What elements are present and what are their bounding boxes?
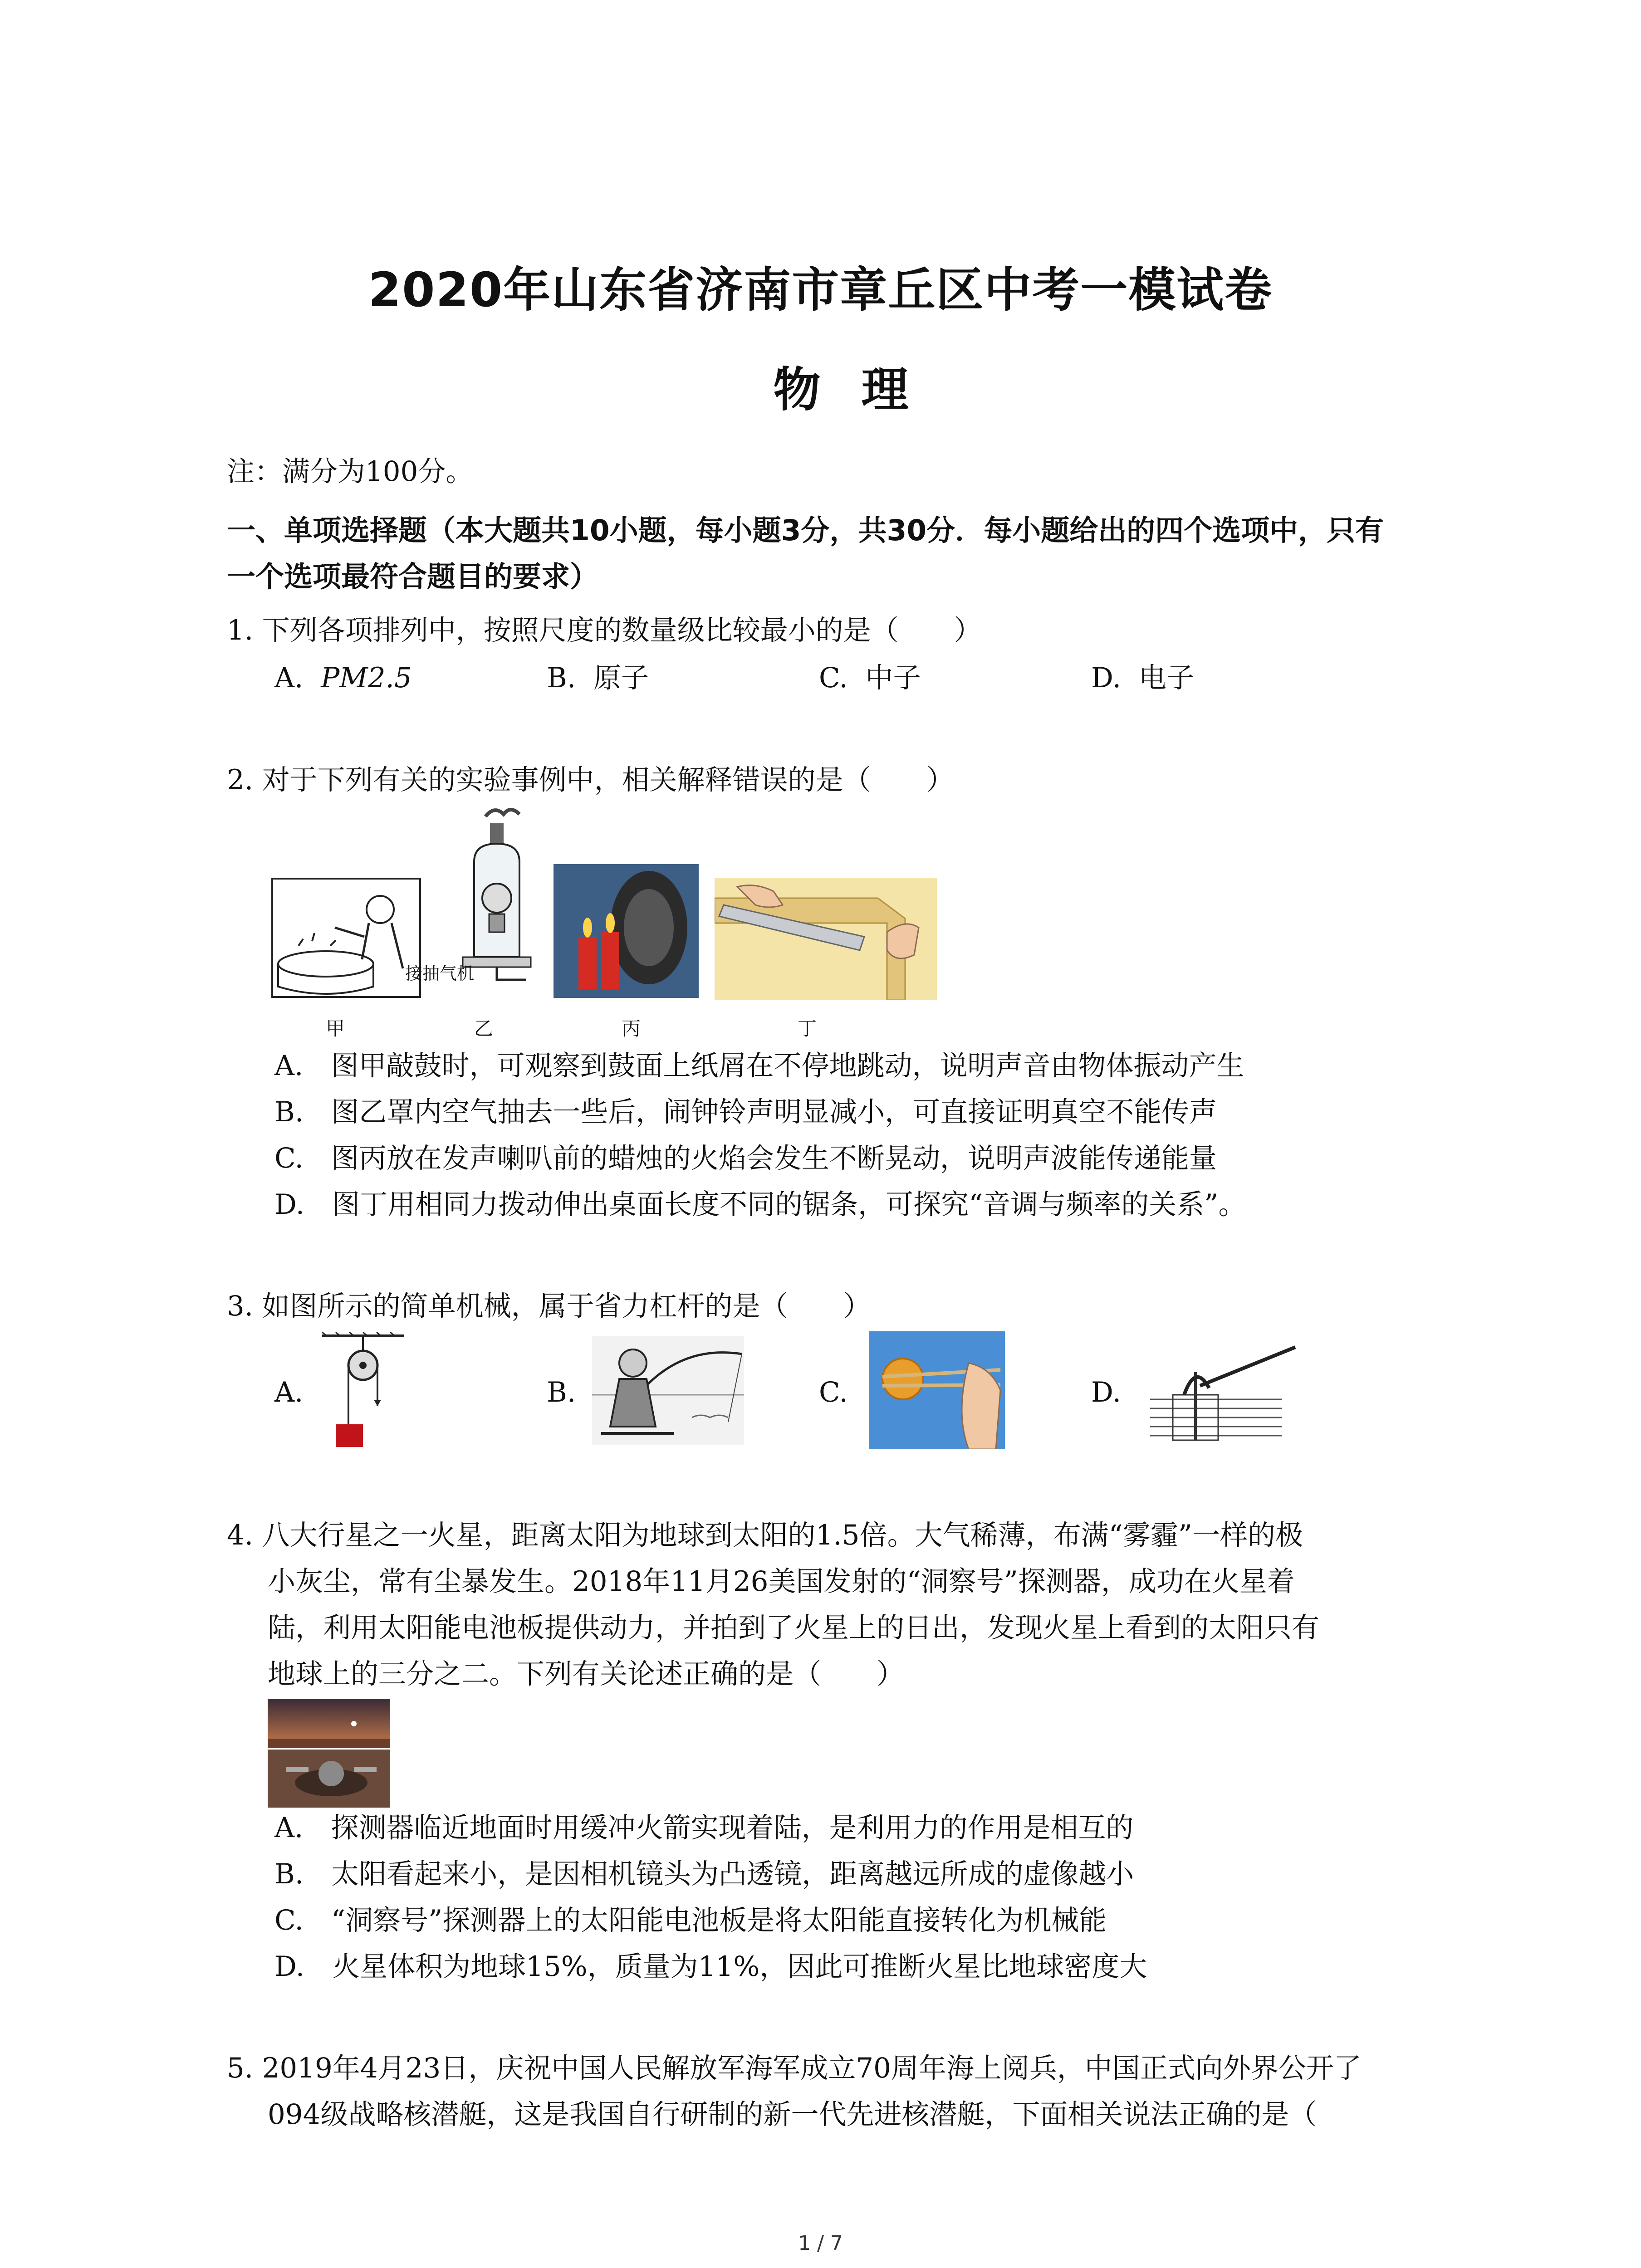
q1-option-c-letter: C. — [819, 662, 848, 694]
q3-option-a-letter: A. — [274, 1376, 304, 1408]
q1-option-b-text: 原子 — [593, 662, 649, 694]
q2-option-b: B. 图乙罩内空气抽去一些后，闹钟铃声明显减小，可直接证明真空不能传声 — [274, 1096, 1217, 1128]
fishing-rod-figure — [592, 1336, 744, 1445]
exam-title: 2020年山东省济南市章丘区中考一模试卷 — [368, 262, 1273, 318]
chopsticks-figure — [869, 1331, 1005, 1449]
q2-option-a: A. 图甲敲鼓时，可观察到鼓面上纸屑在不停地跳动，说明声音由物体振动产生 — [274, 1050, 1244, 1082]
q4-line-1: 4. 八大行星之一火星，距离太阳为地球到太阳的1.5倍。大气稀薄，布满“雾霾”一样的极 — [227, 1519, 1303, 1551]
q1-option-b-letter: B. — [547, 662, 576, 694]
q1-option-c — [819, 660, 921, 696]
figure-label-yi: 乙 — [474, 1017, 494, 1040]
figure-label-jia: 甲 — [326, 1017, 345, 1040]
section-heading-line1: 一、单项选择题（本大题共10小题，每小题3分，共30分．每小题给出的四个选项中，只有 — [227, 514, 1384, 547]
saw-blade-figure — [715, 878, 937, 1000]
q4-line-2: 小灰尘，常有尘暴发生。2018年11月26美国发射的“洞察号”探测器，成功在火星着 — [268, 1565, 1295, 1598]
q1-option-d-letter: D. — [1091, 662, 1122, 694]
q4-option-c: C. “洞察号”探测器上的太阳能电池板是将太阳能直接转化为机械能 — [274, 1904, 1107, 1936]
q5-line-1: 5. 2019年4月23日，庆祝中国人民解放军海军成立70周年海上阅兵，中国正式向外界公开了 — [227, 2052, 1362, 2084]
pulley-figure — [318, 1331, 408, 1449]
q4-line-4: 地球上的三分之二。下列有关论述正确的是（ ） — [268, 1658, 905, 1690]
q4-option-b: B. 太阳看起来小，是因相机镜头为凸透镜，距离越远所成的虚像越小 — [274, 1858, 1134, 1890]
q1-option-a-letter: A. — [274, 662, 304, 694]
q1-option-a-text: PM2.5 — [321, 662, 412, 694]
page-number: 1 / 7 — [798, 2232, 843, 2255]
q2-option-c: C. 图丙放在发声喇叭前的蜡烛的火焰会发生不断晃动，说明声波能传递能量 — [274, 1142, 1217, 1174]
mars-photo-figure — [268, 1699, 390, 1808]
section-heading-line2: 一个选项最符合题目的要求） — [227, 560, 598, 593]
q3-option-d-letter: D. — [1091, 1376, 1122, 1408]
q1-option-b — [547, 660, 649, 696]
nail-claw-figure — [1146, 1345, 1300, 1442]
q1-option-a — [274, 660, 412, 696]
q1-option-c-text: 中子 — [865, 662, 921, 694]
q5-line-2: 094级战略核潜艇，这是我国自行研制的新一代先进核潜艇，下面相关说法正确的是（ — [268, 2098, 1317, 2131]
subject-title: 物理 — [773, 362, 950, 417]
q3-option-c-letter: C. — [819, 1376, 848, 1408]
q1-option-d — [1091, 660, 1194, 696]
figure-label-ding: 丁 — [798, 1017, 817, 1040]
figure-label-bing: 丙 — [622, 1017, 641, 1040]
q2-option-d: D. 图丁用相同力拨动伸出桌面长度不同的锯条，可探究“音调与频率的关系”。 — [274, 1188, 1246, 1221]
speaker-candle-figure — [554, 864, 699, 998]
q1-stem: 1. 下列各项排列中，按照尺度的数量级比较最小的是（ ） — [227, 614, 982, 646]
q3-stem: 3. 如图所示的简单机械，属于省力杠杆的是（ ） — [227, 1290, 871, 1322]
drum-figure — [271, 878, 421, 998]
q3-option-b-letter: B. — [547, 1376, 576, 1408]
q4-option-d: D. 火星体积为地球15%，质量为11%，因此可推断火星比地球密度大 — [274, 1950, 1147, 1983]
q1-option-d-text: 电子 — [1138, 662, 1194, 694]
q4-line-3: 陆，利用太阳能电池板提供动力，并拍到了火星上的日出，发现火星上看到的太阳只有 — [268, 1612, 1320, 1644]
q4-option-a: A. 探测器临近地面时用缓冲火箭实现着陆，是利用力的作用是相互的 — [274, 1812, 1134, 1844]
score-note: 注：满分为100分。 — [227, 455, 474, 488]
q2-stem: 2. 对于下列有关的实验事例中，相关解释错误的是（ ） — [227, 764, 954, 796]
pump-label: 接抽气机 — [405, 963, 475, 983]
